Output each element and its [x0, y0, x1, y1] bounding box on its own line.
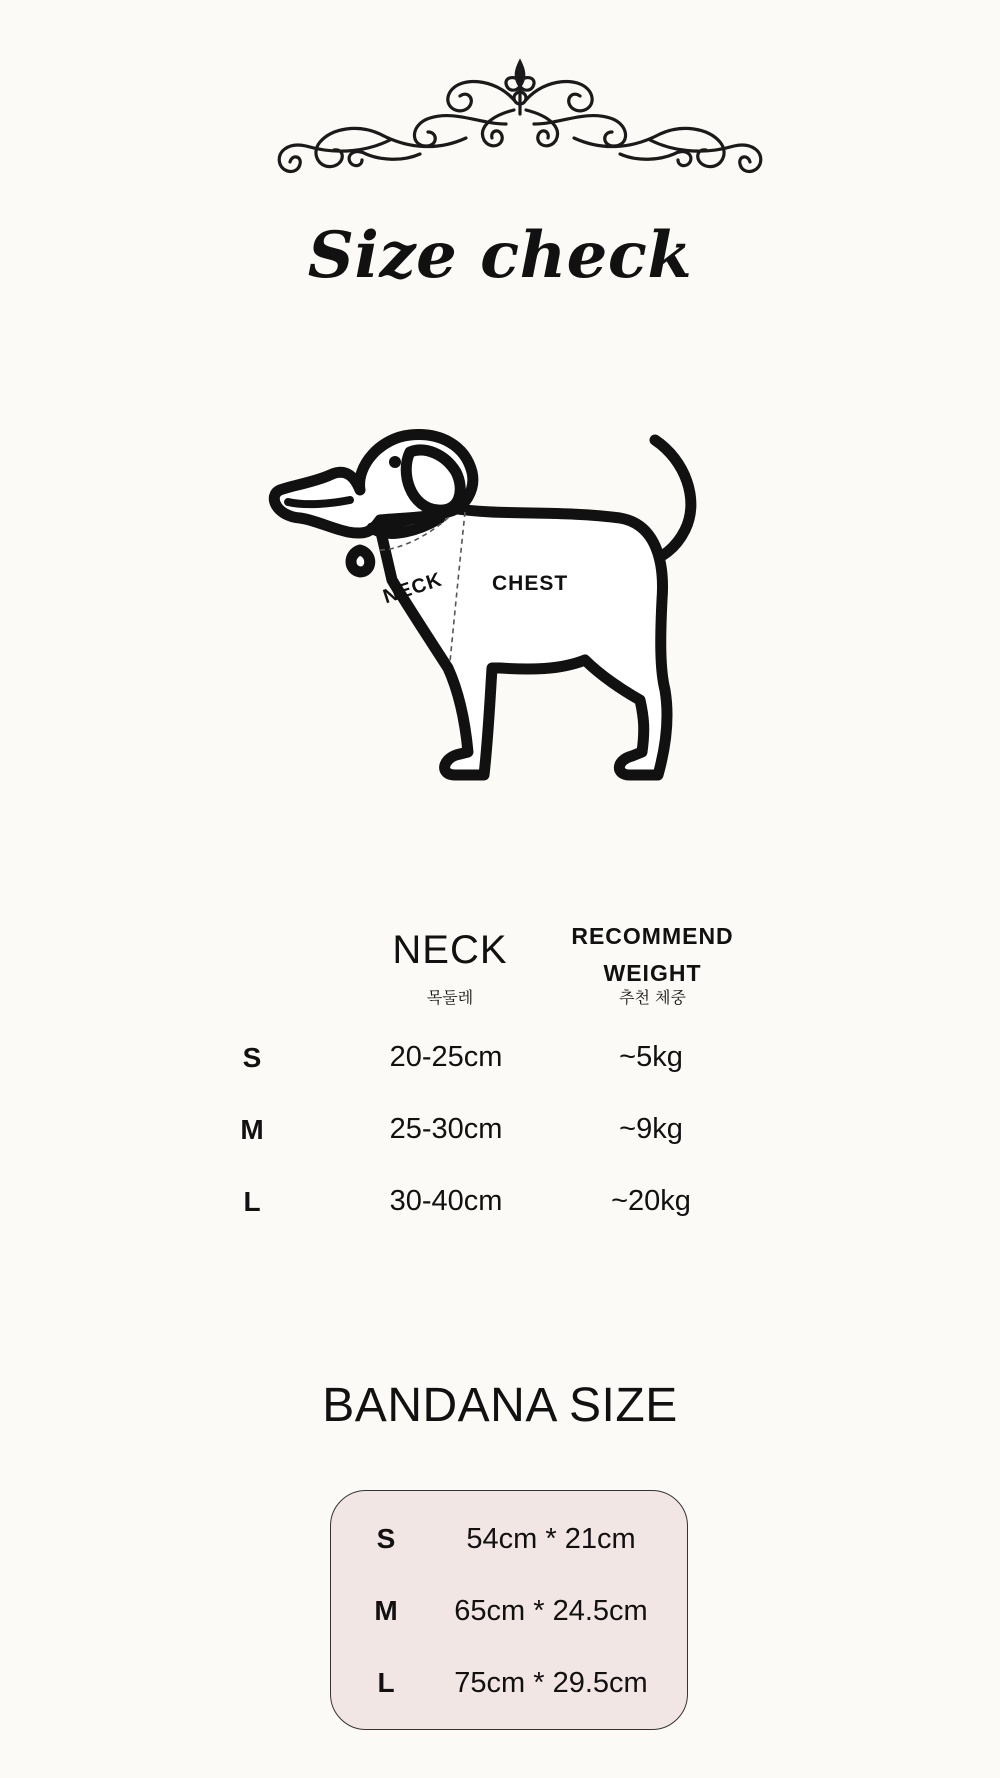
weight-header-line2: WEIGHT: [603, 960, 702, 986]
bandana-size-box: [330, 1490, 688, 1730]
table-row-neck: 20-25cm: [389, 1041, 503, 1073]
dog-size-diagram: [260, 400, 720, 800]
bandana-row-size: M: [374, 1595, 398, 1626]
neck-measure-label: NECK: [380, 568, 445, 609]
ornament-flourish-icon: [270, 50, 770, 180]
bandana-row: [331, 1519, 689, 1559]
bandana-row-dims: 75cm * 29.5cm: [454, 1667, 648, 1699]
weight-header-line1: RECOMMEND: [571, 923, 734, 949]
page-title: Size check: [307, 218, 693, 293]
neck-header-kr: 목둘레: [426, 988, 474, 1007]
neck-header: NECK: [392, 928, 508, 972]
chest-measure-label: CHEST: [492, 572, 569, 595]
table-row-weight: ~20kg: [611, 1185, 691, 1217]
table-row-neck: 30-40cm: [389, 1185, 503, 1217]
weight-header: [555, 918, 750, 992]
table-row-size: L: [243, 1186, 261, 1217]
table-row-weight: ~5kg: [619, 1041, 683, 1073]
bandana-row-dims: 65cm * 24.5cm: [454, 1595, 648, 1627]
table-row-size: M: [240, 1114, 264, 1145]
bandana-row-size: L: [377, 1667, 395, 1698]
table-row-neck: 25-30cm: [389, 1113, 503, 1145]
bandana-row-dims: 54cm * 21cm: [466, 1523, 636, 1555]
table-row-weight: ~9kg: [619, 1113, 683, 1145]
bandana-row: [331, 1663, 689, 1703]
bandana-size-title: BANDANA SIZE: [322, 1379, 678, 1432]
weight-header-kr: 추천 체중: [619, 988, 686, 1007]
table-row-size: S: [242, 1042, 262, 1073]
bandana-row-size: S: [376, 1523, 396, 1554]
bandana-row: [331, 1591, 689, 1631]
